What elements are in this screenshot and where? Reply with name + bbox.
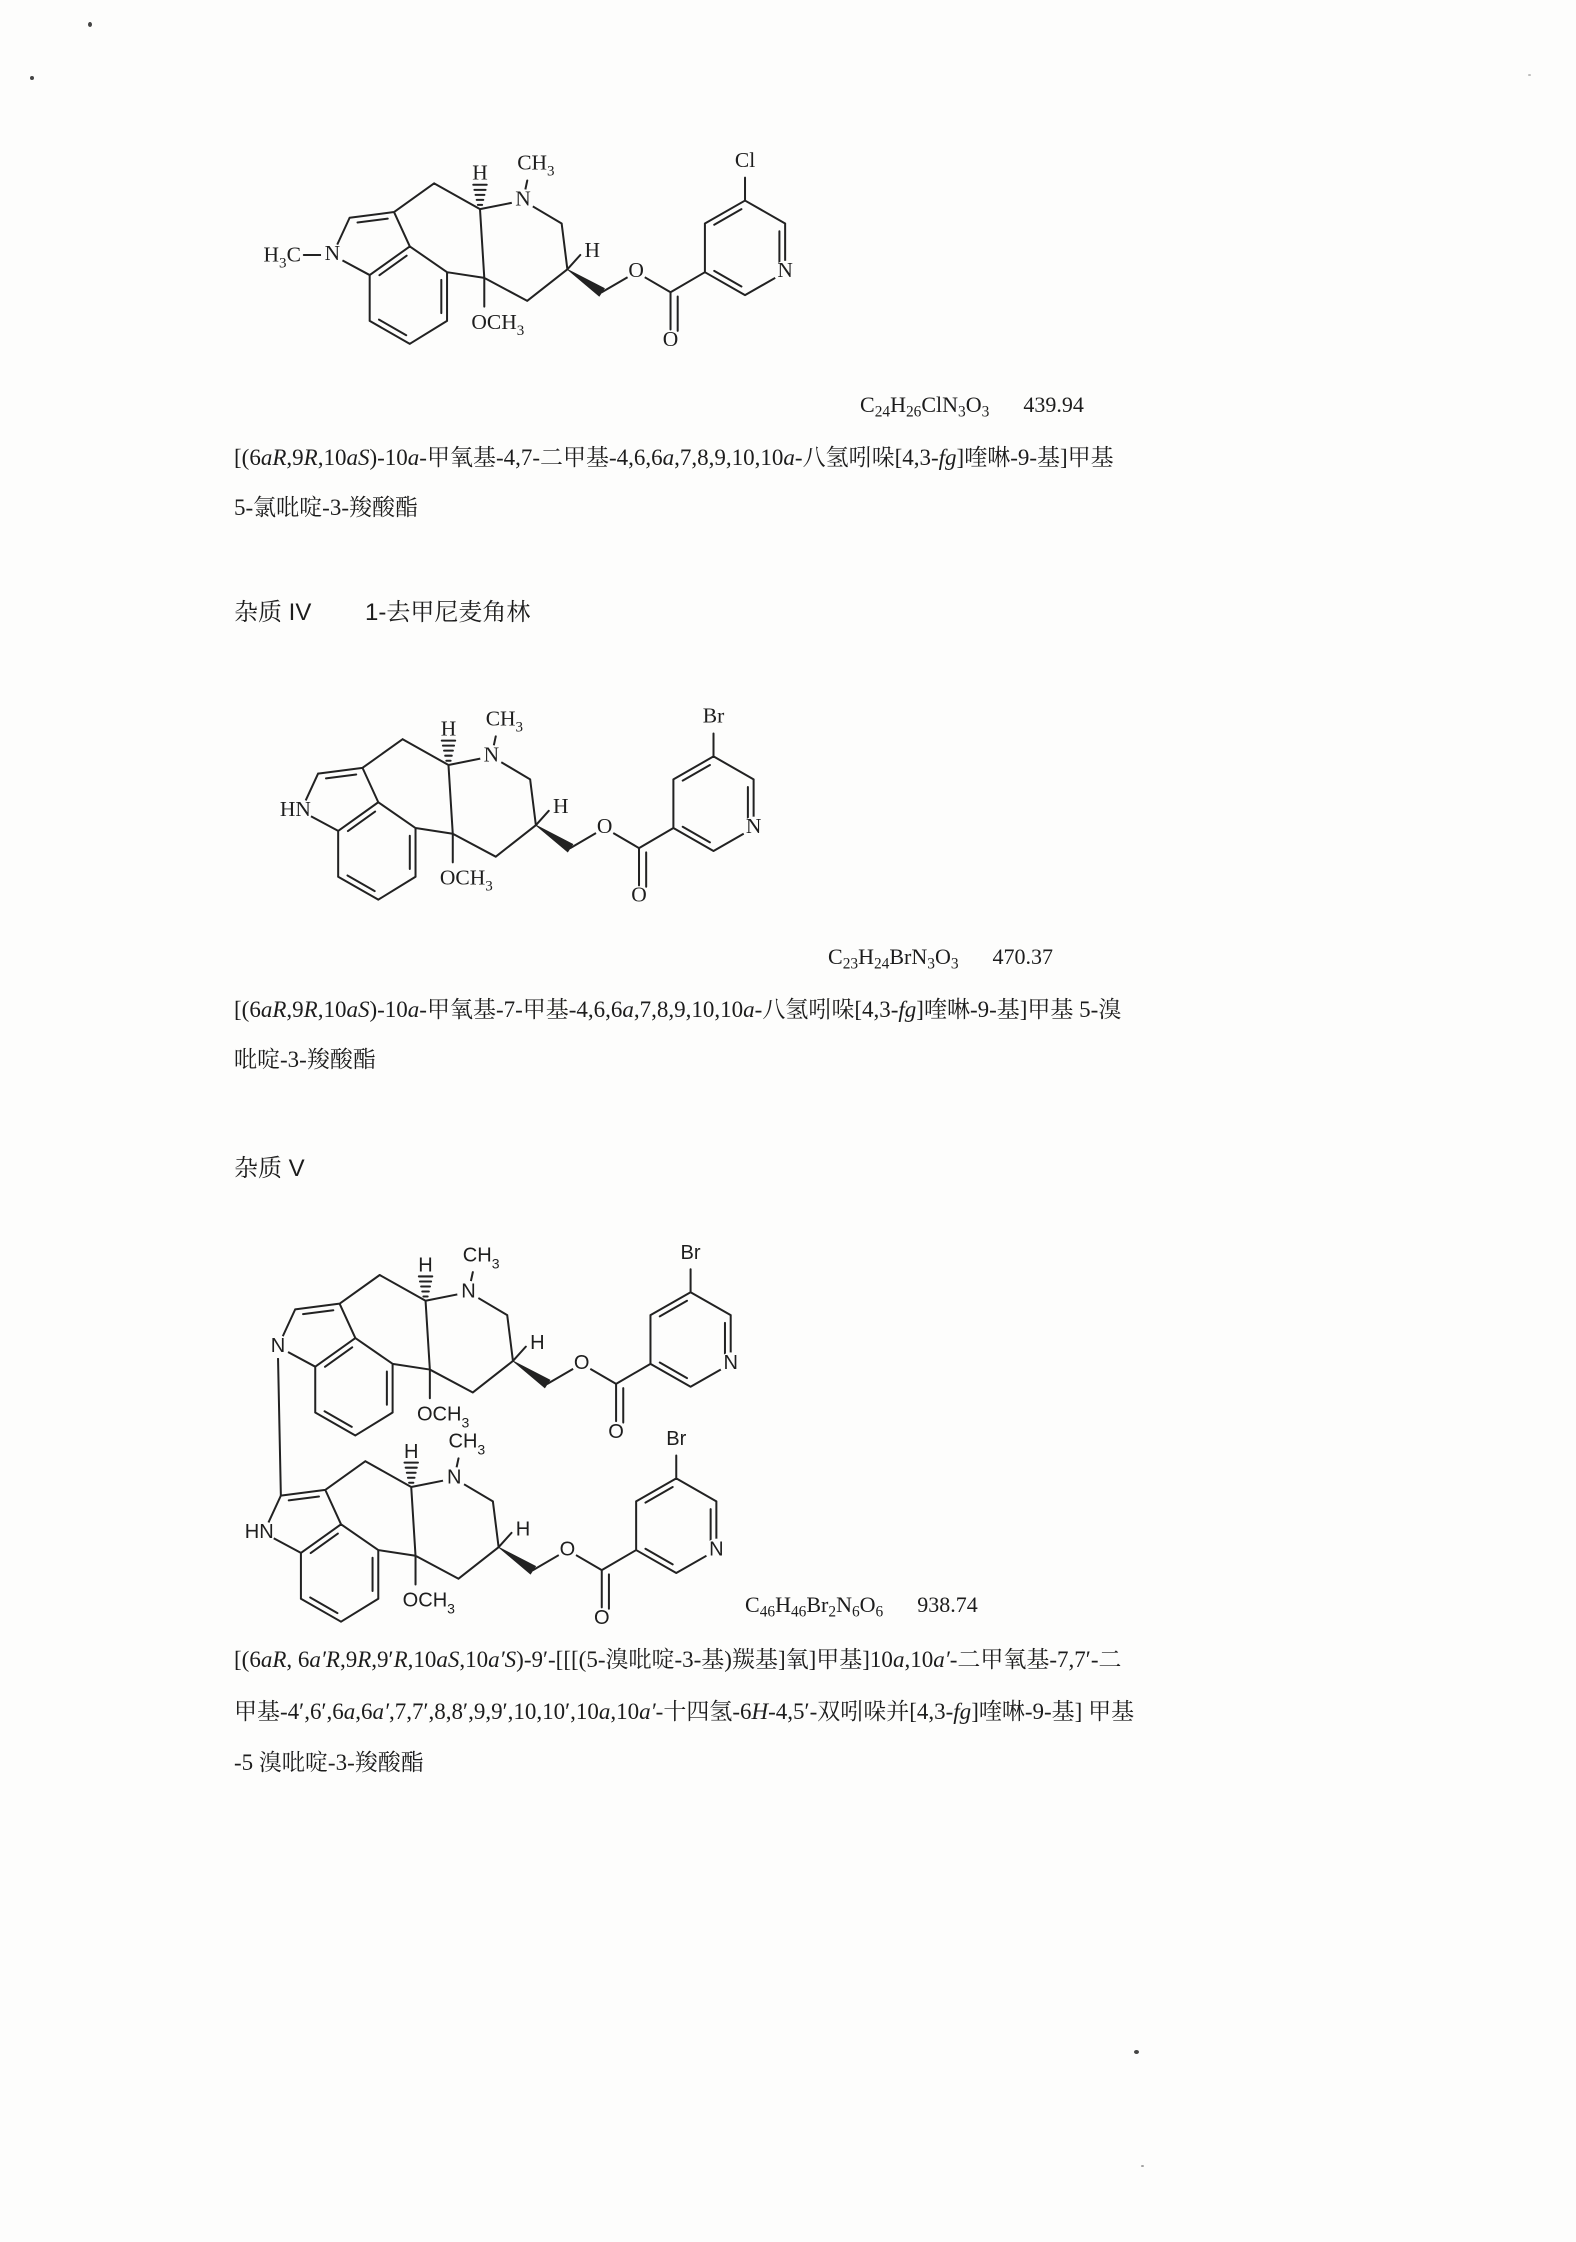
name-italic-segment: a [783,445,795,470]
name-italic-segment: R [393,1647,408,1672]
atom-label-x: Cl [734,147,756,172]
atom-label-o: O [596,813,613,838]
atom-label-oc: O [593,1607,610,1630]
atom-label-h8: H [553,793,569,818]
atom-label-hn: HN [244,1521,274,1544]
name-segment: 5-氯吡啶-3-羧酸酯 [234,495,418,520]
scan-speck [1528,74,1531,76]
wedge-bond [567,269,604,296]
formula-row-3 [745,1592,978,1621]
name-segment: ,10 [317,997,347,1022]
name-italic-segment: a [622,997,634,1022]
name-segment: ]喹啉-9-基] 甲基 [971,1699,1135,1724]
formula-row-2 [828,944,1054,973]
name-italic-segment: a [662,445,675,470]
name-segment: ,10 [904,1647,934,1672]
scan-speck [88,22,92,27]
wedge-bond [513,1361,550,1388]
name-segment: )-10 [369,445,408,470]
name-segment: ,7,7′,8,8′,9,9′,10,10′,10 [389,1699,599,1724]
structure-2 [280,704,765,907]
name-italic-segment: R [303,997,318,1022]
name-segment: -甲氧基-4,7-二甲基-4,6,6 [419,445,663,470]
name-segment: ,9 [286,445,304,470]
atom-label-hn: HN [279,796,311,821]
scan-speck [1134,2050,1139,2054]
name-italic-segment: a′ [372,1699,390,1724]
name-segment: ,9 [286,997,304,1022]
name-segment: ,6 [355,1699,373,1724]
chemical-name-3-line-3 [234,1751,424,1775]
atom-label-x: Br [680,1241,701,1264]
name-segment: -八氢吲哚[4,3- [794,445,939,470]
name-segment: [(6 [234,445,261,470]
name-segment: )-10 [369,997,408,1022]
atom-label-ome: $OCH_3$ [416,1403,470,1431]
atom-label-n1: N [324,240,341,265]
chemical-name-1-line-1 [234,446,1114,470]
atom-label-n-methyl: $H_3C$ [263,242,301,272]
name-italic-segment: aS [346,997,370,1022]
name-segment: )-9′-[[[(5-溴吡啶-3-基)羰基]氧]甲基]10 [516,1647,893,1672]
impurity-4-name [365,600,530,626]
wedge-bond [499,1547,536,1574]
name-italic-segment: R [303,445,318,470]
name-segment: ,10 [317,445,347,470]
molecular-formula: $C_{23}H_{24}BrN_3O_3$ [828,944,959,973]
name-segment: -十四氢-6 [655,1699,752,1724]
name-italic-segment: R [357,1647,372,1672]
atom-label-me: $CH_3$ [462,1244,500,1272]
chemical-name-3-line-1 [234,1648,1121,1672]
atom-label-oc: O [608,1420,624,1443]
molecular-weight: 439.94 [1023,392,1084,417]
hashed-bond [442,741,455,761]
atom-label-h5: H [418,1254,433,1277]
atom-label-n6: N [515,186,531,211]
molecular-formula: $C_{24}H_{26}ClN_3O_3$ [860,392,990,421]
name-segment: ,9 [339,1647,358,1672]
atom-label-ome: $OCH_3$ [402,1589,455,1617]
name-italic-segment: fg [898,997,917,1022]
bond-skeleton [278,1269,731,1435]
atom-label-h5: H [472,160,488,185]
name-italic-segment: H [751,1699,769,1724]
name-segment: ,10 [459,1647,489,1672]
name-segment: ,9′ [371,1647,394,1672]
name-italic-segment: a′ [933,1647,950,1672]
structure-3-lower-unit [245,1428,728,1629]
atom-label-pn: N [745,813,762,838]
name-segment: -二甲氧基-7,7′-二 [949,1647,1122,1672]
atom-label-pn: N [777,258,793,283]
atom-label-o: O [628,258,644,283]
name-italic-segment: aR [260,997,287,1022]
atom-label-o: O [559,1538,576,1561]
name-italic-segment: a [743,997,755,1022]
atom-label-me: $CH_3$ [517,150,555,181]
name-segment: [(6 [234,1647,261,1672]
molecular-formula: $C_{46}H_{46}Br_2N_6O_6$ [745,1592,884,1621]
chemical-name-2-line-2 [234,1048,376,1072]
structure-3 [245,1242,742,1629]
name-segment: ,10 [407,1647,437,1672]
name-segment: ,7,8,9,10,10 [633,997,744,1022]
dimer-link-bond [278,1357,281,1496]
name-italic-segment: a [343,1699,356,1724]
name-italic-segment: a [407,997,420,1022]
atom-label-n6: N [461,1280,476,1303]
name-segment: , 6 [286,1647,310,1672]
impurity-5-heading [234,1156,305,1182]
scan-speck [1141,2165,1144,2167]
name-segment: 吡啶-3-羧酸酯 [234,1047,376,1072]
name-italic-segment: aR [260,445,287,470]
hashed-bond [419,1276,432,1296]
atom-label-h5: H [403,1440,419,1463]
name-italic-segment: a′S [488,1647,517,1672]
scan-speck [30,76,34,80]
chemical-name-2-line-1 [234,998,1121,1022]
atom-label-oc: O [662,326,679,351]
name-segment: ,10 [610,1699,640,1724]
name-italic-segment: fg [953,1699,972,1724]
name-segment: -5 溴吡啶-3-羧酸酯 [234,1750,424,1775]
name-italic-segment: aS [346,445,370,470]
structure-3-upper-unit [267,1242,743,1443]
name-segment: ]喹啉-9-基]甲基 [956,445,1114,470]
name-segment: 甲基-4′,6′,6 [234,1699,344,1724]
atom-label-x: Br [666,1428,687,1451]
formula-row-1 [860,392,1084,421]
name-italic-segment: a′R [309,1647,340,1672]
structure-1 [264,148,797,351]
name-italic-segment: a′ [639,1699,656,1724]
name-segment: -八氢吲哚[4,3- [754,997,899,1022]
atom-label-n6: N [483,742,500,767]
atom-label-me: $CH_3$ [448,1430,486,1458]
molecular-weight: 470.37 [992,944,1054,969]
name-italic-segment: fg [938,445,957,470]
atom-label-h8: H [515,1518,531,1541]
atom-label-x: Br [702,703,725,728]
name-segment: ,7,8,9,10,10 [674,445,784,470]
atom-label-h8: H [584,238,601,263]
atom-label-o: O [573,1352,590,1375]
name-segment: -4,5′-双吲哚并[4,3- [768,1699,954,1724]
atom-label-h8: H [530,1332,545,1355]
atom-label-n1: N [270,1334,286,1357]
wedge-bond [536,825,573,852]
name-italic-segment: a [598,1699,611,1724]
atom-label-ome: $OCH_3$ [471,309,525,340]
hashed-bond [473,185,486,205]
impurity-4-label: 杂质 IV [234,599,312,626]
name-italic-segment: aS [436,1647,460,1672]
bond-skeleton [301,733,754,899]
name-segment: ]喹啉-9-基]甲基 5-溴 [916,997,1122,1022]
atom-label-h5: H [440,716,457,741]
chemical-name-3-line-2 [234,1700,1134,1724]
atom-label-oc: O [631,882,647,907]
atom-label-ome: $OCH_3$ [439,865,493,896]
impurity-4-heading [234,600,311,626]
atom-label-pn: N [723,1352,738,1375]
name-italic-segment: a [407,445,420,470]
name-italic-segment: a [892,1647,905,1672]
atom-label-pn: N [709,1538,724,1561]
name-segment: [(6 [234,997,261,1022]
chemical-name-1-line-2 [234,496,418,520]
bond-skeleton [304,178,785,344]
bond-skeleton [264,1456,717,1622]
hashed-bond [404,1463,417,1483]
name-segment: -甲氧基-7-甲基-4,6,6 [419,997,623,1022]
impurity-5-label: 杂质 V [234,1155,305,1182]
atom-label-n6: N [446,1466,462,1489]
atom-label-me: $CH_3$ [485,706,524,737]
name-italic-segment: aR [260,1647,287,1672]
impurity-4-name-text: 1-去甲尼麦角林 [365,599,531,626]
molecular-weight: 938.74 [917,1592,978,1617]
